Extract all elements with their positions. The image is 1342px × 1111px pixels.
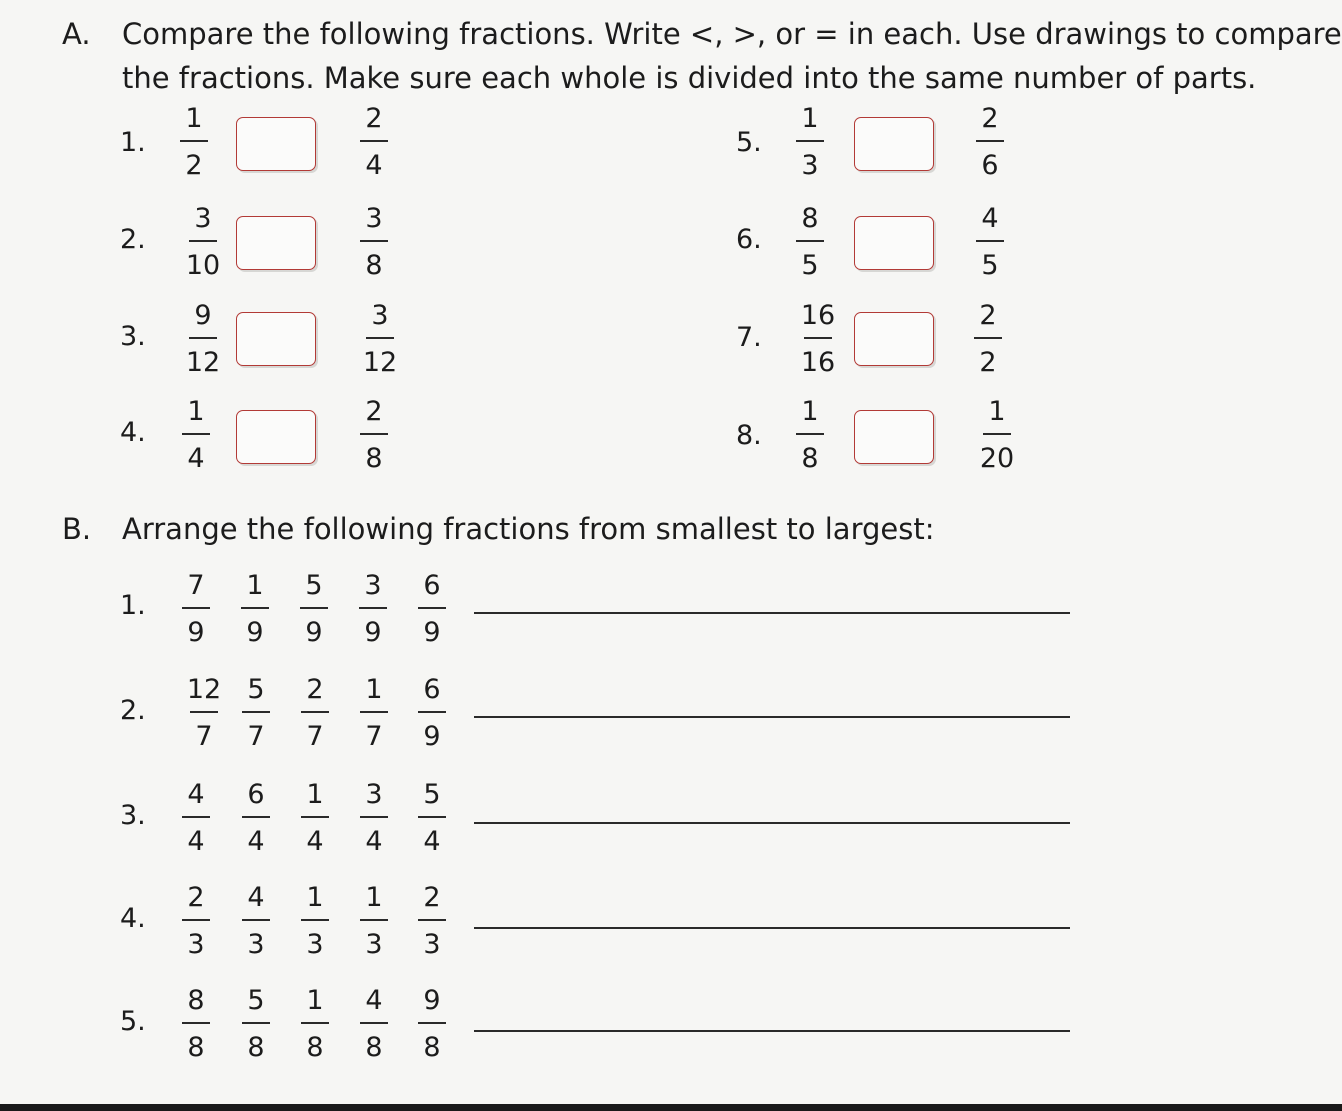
compare-problem-5-left-fraction (782, 105, 838, 179)
order-problem-5-fraction-3 (287, 987, 343, 1061)
order-problem-5-fraction-1 (168, 987, 224, 1061)
numerator: 1 (306, 882, 324, 913)
numerator: 1 (801, 103, 819, 134)
order-problem-2-fraction-5 (404, 676, 460, 750)
compare-problem-5-answer-box[interactable] (854, 117, 934, 171)
denominator: 6 (981, 150, 999, 181)
compare-problem-5-number: 5. (736, 127, 762, 158)
denominator: 7 (365, 721, 383, 752)
numerator: 1 (365, 882, 383, 913)
order-problem-1-answer-line[interactable] (474, 612, 1070, 614)
section-a-letter: A. (62, 17, 91, 51)
denominator: 4 (365, 150, 383, 181)
denominator: 3 (423, 929, 441, 960)
order-problem-2-fraction-4 (346, 676, 402, 750)
numerator: 3 (194, 203, 212, 234)
compare-problem-1-number: 1. (120, 127, 146, 158)
denominator: 8 (365, 443, 383, 474)
numerator: 4 (187, 779, 205, 810)
denominator: 4 (306, 826, 324, 857)
denominator: 4 (187, 826, 205, 857)
compare-problem-6-left-fraction (782, 205, 838, 279)
order-problem-2-fraction-1 (176, 676, 232, 750)
numerator: 1 (185, 103, 203, 134)
order-problem-5-answer-line[interactable] (474, 1030, 1070, 1032)
numerator: 4 (981, 203, 999, 234)
order-problem-1-fraction-1 (168, 572, 224, 646)
compare-problem-3-answer-box[interactable] (236, 312, 316, 366)
denominator: 10 (185, 250, 221, 281)
numerator: 4 (247, 882, 265, 913)
numerator: 3 (365, 203, 383, 234)
denominator: 8 (365, 1032, 383, 1063)
numerator: 3 (364, 570, 382, 601)
numerator: 6 (423, 570, 441, 601)
numerator: 3 (371, 300, 389, 331)
numerator: 5 (247, 985, 265, 1016)
order-problem-2-fraction-2 (228, 676, 284, 750)
order-problem-1-fraction-2 (227, 572, 283, 646)
numerator: 16 (800, 300, 836, 331)
numerator: 1 (801, 396, 819, 427)
numerator: 5 (305, 570, 323, 601)
compare-problem-6-answer-box[interactable] (854, 216, 934, 270)
numerator: 2 (187, 882, 205, 913)
numerator: 6 (247, 779, 265, 810)
order-problem-4-fraction-1 (168, 884, 224, 958)
denominator: 5 (981, 250, 999, 281)
numerator: 6 (423, 674, 441, 705)
compare-problem-3-left-fraction (175, 302, 231, 376)
numerator: 1 (306, 985, 324, 1016)
order-problem-5-fraction-4 (346, 987, 402, 1061)
compare-problem-7-left-fraction (790, 302, 846, 376)
numerator: 1 (365, 674, 383, 705)
order-problem-5-fraction-2 (228, 987, 284, 1061)
compare-problem-7-answer-box[interactable] (854, 312, 934, 366)
denominator: 4 (187, 443, 205, 474)
denominator: 7 (247, 721, 265, 752)
compare-problem-2-number: 2. (120, 224, 146, 255)
denominator: 8 (423, 1032, 441, 1063)
compare-problem-1-left-fraction (166, 105, 222, 179)
numerator: 7 (187, 570, 205, 601)
denominator: 9 (305, 617, 323, 648)
denominator: 9 (423, 617, 441, 648)
order-problem-4-fraction-5 (404, 884, 460, 958)
section-a-instruction-line1: Compare the following fractions. Write <, >, or = in each. Use drawings to compare (122, 17, 1342, 51)
numerator: 3 (365, 779, 383, 810)
numerator: 8 (801, 203, 819, 234)
order-problem-3-answer-line[interactable] (474, 822, 1070, 824)
order-problem-4-fraction-3 (287, 884, 343, 958)
page-bottom-border (0, 1104, 1342, 1111)
order-problem-1-number: 1. (120, 590, 146, 621)
order-problem-1-fraction-5 (404, 572, 460, 646)
compare-problem-5-right-fraction (962, 105, 1018, 179)
numerator: 8 (187, 985, 205, 1016)
order-problem-2-fraction-3 (287, 676, 343, 750)
order-problem-4-fraction-4 (346, 884, 402, 958)
order-problem-5-number: 5. (120, 1006, 146, 1037)
denominator: 2 (185, 150, 203, 181)
denominator: 8 (306, 1032, 324, 1063)
compare-problem-4-number: 4. (120, 417, 146, 448)
compare-problem-1-answer-box[interactable] (236, 117, 316, 171)
denominator: 7 (195, 721, 213, 752)
numerator: 2 (365, 396, 383, 427)
denominator: 9 (423, 721, 441, 752)
numerator: 1 (306, 779, 324, 810)
denominator: 7 (306, 721, 324, 752)
denominator: 5 (801, 250, 819, 281)
denominator: 4 (365, 826, 383, 857)
compare-problem-1-right-fraction (346, 105, 402, 179)
denominator: 8 (801, 443, 819, 474)
numerator: 5 (423, 779, 441, 810)
denominator: 9 (246, 617, 264, 648)
numerator: 9 (194, 300, 212, 331)
compare-problem-4-left-fraction (168, 398, 224, 472)
compare-problem-8-right-fraction (969, 398, 1025, 472)
denominator: 2 (979, 347, 997, 378)
compare-problem-2-answer-box[interactable] (236, 216, 316, 270)
denominator: 12 (362, 347, 398, 378)
numerator: 1 (187, 396, 205, 427)
compare-problem-6-number: 6. (736, 224, 762, 255)
compare-problem-4-right-fraction (346, 398, 402, 472)
compare-problem-8-number: 8. (736, 420, 762, 451)
compare-problem-6-right-fraction (962, 205, 1018, 279)
compare-problem-4-answer-box[interactable] (236, 410, 316, 464)
order-problem-1-fraction-3 (286, 572, 342, 646)
numerator: 2 (981, 103, 999, 134)
order-problem-5-fraction-5 (404, 987, 460, 1061)
denominator: 3 (306, 929, 324, 960)
numerator: 12 (186, 674, 222, 705)
numerator: 2 (306, 674, 324, 705)
compare-problem-8-answer-box[interactable] (854, 410, 934, 464)
denominator: 3 (365, 929, 383, 960)
numerator: 2 (423, 882, 441, 913)
denominator: 3 (247, 929, 265, 960)
compare-problem-2-left-fraction (175, 205, 231, 279)
numerator: 9 (423, 985, 441, 1016)
numerator: 4 (365, 985, 383, 1016)
denominator: 8 (247, 1032, 265, 1063)
numerator: 2 (365, 103, 383, 134)
numerator: 1 (246, 570, 264, 601)
denominator: 8 (187, 1032, 205, 1063)
order-problem-3-fraction-2 (228, 781, 284, 855)
denominator: 4 (247, 826, 265, 857)
section-b-letter: B. (62, 512, 92, 546)
order-problem-4-fraction-2 (228, 884, 284, 958)
numerator: 1 (988, 396, 1006, 427)
denominator: 20 (979, 443, 1015, 474)
order-problem-3-fraction-4 (346, 781, 402, 855)
denominator: 4 (423, 826, 441, 857)
section-b-instruction: Arrange the following fractions from smallest to largest: (122, 512, 935, 546)
order-problem-3-fraction-5 (404, 781, 460, 855)
section-a-instruction-line2: the fractions. Make sure each whole is divided into the same number of parts. (122, 61, 1257, 95)
order-problem-3-fraction-1 (168, 781, 224, 855)
compare-problem-3-number: 3. (120, 321, 146, 352)
order-problem-4-answer-line[interactable] (474, 927, 1070, 929)
denominator: 8 (365, 250, 383, 281)
compare-problem-7-number: 7. (736, 322, 762, 353)
denominator: 16 (800, 347, 836, 378)
order-problem-3-fraction-3 (287, 781, 343, 855)
denominator: 3 (801, 150, 819, 181)
order-problem-1-fraction-4 (345, 572, 401, 646)
order-problem-3-number: 3. (120, 800, 146, 831)
compare-problem-2-right-fraction (346, 205, 402, 279)
compare-problem-3-right-fraction (352, 302, 408, 376)
order-problem-2-number: 2. (120, 695, 146, 726)
order-problem-4-number: 4. (120, 903, 146, 934)
numerator: 2 (979, 300, 997, 331)
order-problem-2-answer-line[interactable] (474, 716, 1070, 718)
denominator: 12 (185, 347, 221, 378)
compare-problem-7-right-fraction (960, 302, 1016, 376)
denominator: 9 (187, 617, 205, 648)
denominator: 3 (187, 929, 205, 960)
compare-problem-8-left-fraction (782, 398, 838, 472)
numerator: 5 (247, 674, 265, 705)
denominator: 9 (364, 617, 382, 648)
